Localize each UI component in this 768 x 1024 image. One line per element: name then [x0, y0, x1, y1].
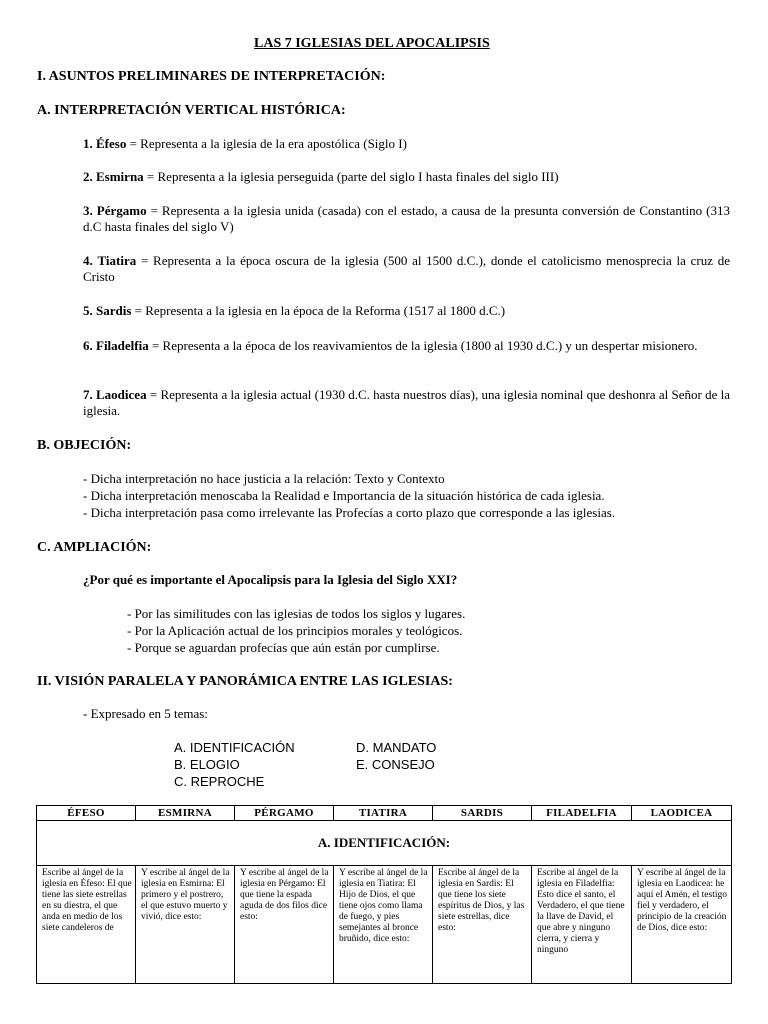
table-cell: Y escribe al ángel de la iglesia en Tiatira: El Hijo de Dios, el que tiene ojos como llama de fuego, y pies semejantes al bronce bruñido, dice esto: — [334, 866, 433, 984]
church-description: = Representa a la iglesia en la época de la Reforma (1517 al 1800 d.C.) — [131, 303, 506, 318]
church-item-7 — [83, 387, 730, 419]
theme-item: A. IDENTIFICACIÓN — [174, 740, 295, 755]
table-row — [37, 866, 732, 984]
table-cell: Escribe al ángel de la iglesia en Filadelfia: Esto dice el santo, el Verdadero, el que tiene la llave de David, el que abre y ninguno cierra, y cierra y ninguno — [532, 866, 632, 984]
church-number: 3. — [83, 203, 93, 218]
church-name: Esmirna — [96, 169, 144, 184]
church-item-5 — [83, 303, 505, 319]
table-section-row — [37, 821, 732, 866]
reason-item: - Por la Aplicación actual de los principios morales y teológicos. — [127, 623, 463, 638]
table-header-cell: ÉFESO — [37, 806, 136, 821]
church-description: = Representa a la iglesia de la era apostólica (Siglo I) — [126, 136, 407, 151]
church-number: 4. — [83, 253, 93, 268]
objection-item: - Dicha interpretación menoscaba la Realidad e Importancia de la situación histórica de cada iglesia. — [83, 488, 605, 503]
section-heading-c: C. AMPLIACIÓN: — [37, 540, 152, 555]
theme-item: E. CONSEJO — [356, 757, 435, 772]
table-header-cell: PÉRGAMO — [235, 806, 334, 821]
church-number: 7. — [83, 387, 93, 402]
church-name: Tiatira — [97, 253, 137, 268]
church-name: Sardis — [96, 303, 132, 318]
church-item-6 — [83, 338, 730, 354]
objection-item: - Dicha interpretación pasa como irrelevante las Profecías a corto plazo que corresponde a las iglesias. — [83, 505, 616, 520]
church-item-3 — [83, 203, 730, 235]
section-heading-1: I. ASUNTOS PRELIMINARES DE INTERPRETACIÓN: — [37, 69, 386, 84]
church-name: Éfeso — [96, 136, 127, 151]
table-header-cell: FILADELFIA — [532, 806, 632, 821]
churches-table — [36, 805, 732, 984]
ampliacion-question: ¿Por qué es importante el Apocalipsis para la Iglesia del Siglo XXI? — [83, 572, 458, 587]
table-cell: Escribe al ángel de la iglesia en Éfeso: El que tiene las siete estrellas en su diestra, el que anda en medio de los siete candeleros de — [37, 866, 136, 984]
table-header-cell: SARDIS — [433, 806, 532, 821]
objection-item: - Dicha interpretación no hace justicia a la relación: Texto y Contexto — [83, 471, 445, 486]
table-cell: Y escribe al ángel de la iglesia en Esmirna: El primero y el postrero, el que estuvo muerto y vivió, dice esto: — [136, 866, 235, 984]
church-description: = Representa a la iglesia perseguida (parte del siglo I hasta finales del siglo III) — [143, 169, 559, 184]
section-heading-b: B. OBJECIÓN: — [37, 438, 132, 453]
section-heading-a: A. INTERPRETACIÓN VERTICAL HISTÓRICA: — [37, 103, 346, 118]
theme-item: D. MANDATO — [356, 740, 437, 755]
reason-item: - Por las similitudes con las iglesias de todos los siglos y lugares. — [127, 606, 466, 621]
church-name: Pérgamo — [96, 203, 147, 218]
reason-item: - Porque se aguardan profecías que aún están por cumplirse. — [127, 640, 440, 655]
church-number: 5. — [83, 303, 93, 318]
table-cell: Y escribe al ángel de la iglesia en Pérgamo: El que tiene la espada aguda de dos filos dice esto: — [235, 866, 334, 984]
section-heading-2: II. VISIÓN PARALELA Y PANORÁMICA ENTRE LAS IGLESIAS: — [37, 674, 453, 689]
church-number: 6. — [83, 338, 93, 353]
church-number: 2. — [83, 169, 93, 184]
church-description: = Representa a la iglesia unida (casada) con el estado, a causa de la presunta conversión de Constantino (313 d.C hasta finales del siglo V) — [83, 203, 730, 234]
document-title: LAS 7 IGLESIAS DEL APOCALIPSIS — [254, 36, 490, 51]
church-description: = Representa a la iglesia actual (1930 d.C. hasta nuestros días), una iglesia nominal que deshonra al Señor de la iglesia. — [83, 387, 730, 418]
church-description: = Representa a la época de los reavivamientos de la iglesia (1800 al 1930 d.C.) y un despertar misionero. — [148, 338, 698, 353]
table-cell: Escribe al ángel de la iglesia en Sardis: El que tiene los siete espíritus de Dios, y las siete estrellas, dice esto: — [433, 866, 532, 984]
church-name: Filadelfia — [96, 338, 149, 353]
church-item-1 — [83, 136, 407, 152]
themes-intro: - Expresado en 5 temas: — [83, 706, 208, 721]
table-header-cell: ESMIRNA — [136, 806, 235, 821]
table-header-row — [37, 806, 732, 821]
church-item-4 — [83, 253, 730, 285]
theme-item: C. REPROCHE — [174, 774, 265, 789]
table-section-title: A. IDENTIFICACIÓN: — [37, 821, 732, 866]
church-name: Laodicea — [96, 387, 147, 402]
theme-item: B. ELOGIO — [174, 757, 240, 772]
table-header-cell: LAODICEA — [632, 806, 732, 821]
church-description: = Representa a la época oscura de la iglesia (500 al 1500 d.C.), donde el catolicismo menosprecia la cruz de Cristo — [83, 253, 730, 284]
church-number: 1. — [83, 136, 93, 151]
church-item-2 — [83, 169, 559, 185]
table-header-cell: TIATIRA — [334, 806, 433, 821]
table-cell: Y escribe al ángel de la iglesia en Laodicea: he aquí el Amén, el testigo fiel y verdadero, el principio de la creación de Dios, dice esto: — [632, 866, 732, 984]
